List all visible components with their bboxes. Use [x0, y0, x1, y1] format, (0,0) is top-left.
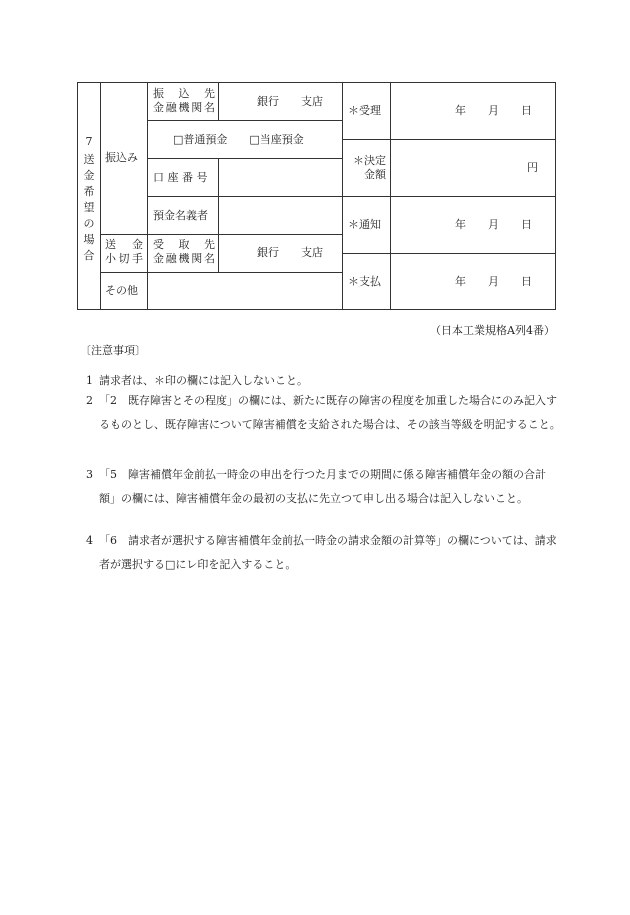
divider — [100, 272, 147, 273]
note-text: 「5 障害補償年金前払一時金の申出を行つた月までの期間に係る障害補償年金の額の合計額」の欄には、障害補償年金の最初の支払に先立つて申し出る場合は記入しないこと。 — [99, 468, 546, 505]
divider — [218, 82, 219, 120]
paid-date: 年 月 日 — [455, 275, 532, 288]
transfer-bank-label: 振 込 先 金融機関名 — [153, 87, 215, 114]
account-holder-label: 預金名義者 — [153, 209, 208, 222]
notified-label: ＊通知 — [348, 218, 381, 231]
divider — [342, 196, 556, 197]
divider — [100, 82, 101, 310]
section-title: 送金希望の場合 — [83, 153, 95, 262]
transfer-bank-value: 銀行 支店 — [257, 95, 323, 108]
divider — [218, 158, 219, 272]
check-bank-label: 受 取 先 金融機関名 — [153, 238, 215, 265]
paper-standard-note: （日本工業規格A列4番） — [430, 324, 555, 337]
divider — [147, 196, 342, 197]
note-number: 1 — [86, 374, 93, 387]
divider — [342, 139, 556, 140]
divider — [100, 234, 342, 235]
received-label: ＊受理 — [348, 104, 381, 117]
divider — [147, 158, 342, 159]
decided-amount-label: ＊決定 金額 — [353, 154, 386, 181]
paid-label: ＊支払 — [348, 275, 381, 288]
account-type-options: □普通預金 □当座預金 — [173, 133, 304, 146]
transfer-label: 振込み — [105, 151, 138, 164]
notes-title: 〔注意事項〕 — [80, 344, 146, 357]
note-text: 「6 請求者が選択する障害補償年金前払一時金の請求金額の計算等」の欄については、請求者が選択する□にレ印を記入すること。 — [99, 534, 557, 571]
check-label: 送 金 小切手 — [105, 238, 143, 265]
other-label: その他 — [105, 284, 138, 297]
notified-date: 年 月 日 — [455, 218, 532, 231]
divider — [147, 120, 342, 121]
remittance-form-table — [77, 82, 556, 310]
received-date: 年 月 日 — [455, 104, 532, 117]
decided-amount-unit: 円 — [527, 161, 538, 174]
divider — [342, 253, 556, 254]
check-bank-value: 銀行 支店 — [257, 246, 323, 259]
divider — [147, 272, 342, 273]
note-text: 「2 既存障害とその程度」の欄には、新たに既存の障害の程度を加重した場合にのみ記入するものとし、既存障害について障害補償を支給された場合は、その該当等級を明記すること。 — [99, 394, 561, 431]
note-text: 請求者は、＊印の欄には記入しないこと。 — [99, 374, 308, 387]
note-number: 3 — [86, 468, 93, 481]
note-number: 4 — [86, 534, 93, 547]
account-number-label: 口 座 番 号 — [153, 171, 208, 184]
section-number: 7 — [85, 135, 93, 148]
note-number: 2 — [86, 394, 93, 407]
